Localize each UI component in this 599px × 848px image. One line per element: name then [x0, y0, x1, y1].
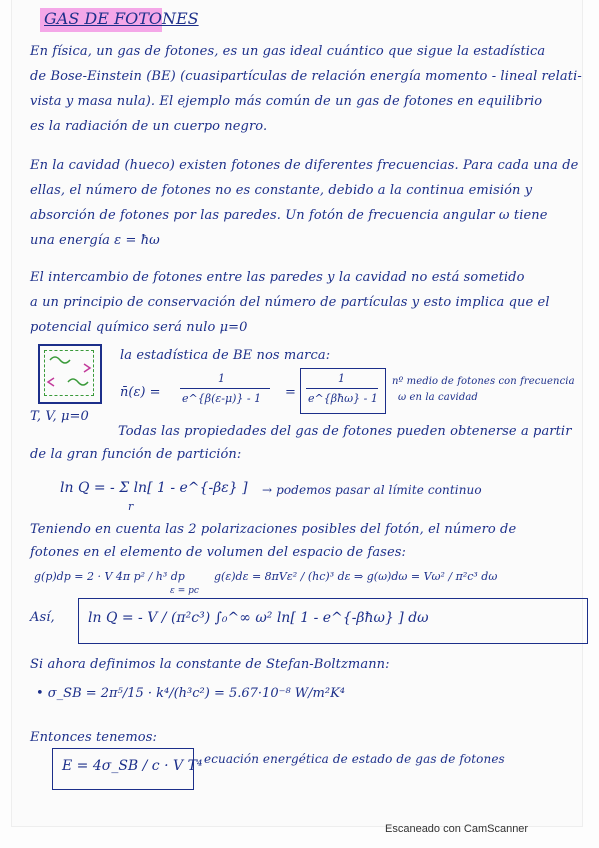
energy-eq: E = 4σ_SB / c · V T⁴: [62, 758, 203, 774]
frac2-bar: [306, 388, 378, 389]
p2-line-4: una energía ε = ħω: [30, 233, 160, 248]
s5-line-2: fotones en el elemento de volumen del espacio de fases:: [30, 545, 406, 560]
p1-line-1: En física, un gas de fotones, es un gas ideal cuántico que sigue la estadística: [30, 44, 546, 59]
stefan-boltzmann-eq: • σ_SB = 2π⁵/15 · k⁴/(h³c²) = 5.67·10⁻⁸ W/m²K⁴: [36, 686, 346, 701]
p3-line-3: potencial químico será nulo μ=0: [30, 320, 248, 335]
s7-line-1: Entonces tenemos:: [30, 730, 157, 745]
p2-line-2: ellas, el número de fotones no es constante, debido a la continua emisión y: [30, 183, 533, 198]
occupation-note-2: ω en la cavidad: [398, 392, 478, 403]
phase-space-eq-2: g(ε)dε = 8πVε² / (hc)³ dε ⇒ g(ω)dω = Vω² / π²c³ dω: [214, 570, 498, 583]
phase-space-eq-1: g(p)dp = 2 · V 4π p² / h³ dp: [34, 570, 185, 583]
photon-arrows-icon: [40, 346, 100, 402]
continuum-note: → podemos pasar al límite continuo: [262, 483, 482, 497]
occupation-note-1: nº medio de fotones con frecuencia: [392, 376, 575, 387]
p2-line-1: En la cavidad (hueco) existen fotones de diferentes frecuencias. Para cada una de: [30, 158, 579, 173]
frac2-denominator: e^{βħω} - 1: [308, 392, 378, 405]
s4-line-2: de la gran función de partición:: [30, 447, 242, 462]
frac1-numerator: 1: [218, 372, 225, 385]
lnq-integral-eq: ln Q = - V / (π²c³) ∫₀^∞ ω² ln[ 1 - e^{-βħω} ] dω: [88, 610, 429, 626]
s5-line-1: Teniendo en cuenta las 2 polarizaciones posibles del fotón, el número de: [30, 522, 517, 537]
s6-line-1: Si ahora definimos la constante de Stefan-Boltzmann:: [30, 657, 390, 672]
sum-index: r: [128, 500, 134, 513]
cavity-label: T, V, μ=0: [30, 409, 89, 424]
be-statistics-line: la estadística de BE nos marca:: [120, 348, 331, 363]
asi-label: Así,: [30, 610, 55, 625]
p1-line-4: es la radiación de un cuerpo negro.: [30, 119, 268, 134]
p2-line-3: absorción de fotones por las paredes. Un fotón de frecuencia angular ω tiene: [30, 208, 548, 223]
s4-line-1: Todas las propiedades del gas de fotones pueden obtenerse a partir: [118, 424, 572, 439]
p3-line-1: El intercambio de fotones entre las paredes y la cavidad no está sometido: [30, 270, 525, 285]
page-title: GAS DE FOTONES: [44, 9, 199, 28]
energy-eq-note: ecuación energética de estado de gas de fotones: [204, 752, 505, 766]
p1-line-2: de Bose-Einstein (BE) (cuasipartículas de relación energía momento - lineal relati-: [30, 69, 582, 84]
frac1-denominator: e^{β(ε-μ)} - 1: [182, 392, 262, 405]
p3-line-2: a un principio de conservación del número de partículas y esto implica que el: [30, 295, 550, 310]
equals-sign: =: [285, 385, 296, 400]
frac2-numerator: 1: [338, 372, 345, 385]
occupation-lhs: n̄(ε) =: [120, 385, 161, 400]
frac1-bar: [180, 388, 270, 389]
phase-space-eq-1-sub: ε = pc: [170, 586, 199, 596]
p1-line-3: vista y masa nula). El ejemplo más común de un gas de fotones en equilibrio: [30, 94, 543, 109]
scanner-watermark: Escaneado con CamScanner: [385, 823, 529, 835]
grand-partition-eq: ln Q = - Σ ln[ 1 - e^{-βε} ]: [60, 480, 248, 496]
cavity-box-figure: [38, 344, 102, 404]
